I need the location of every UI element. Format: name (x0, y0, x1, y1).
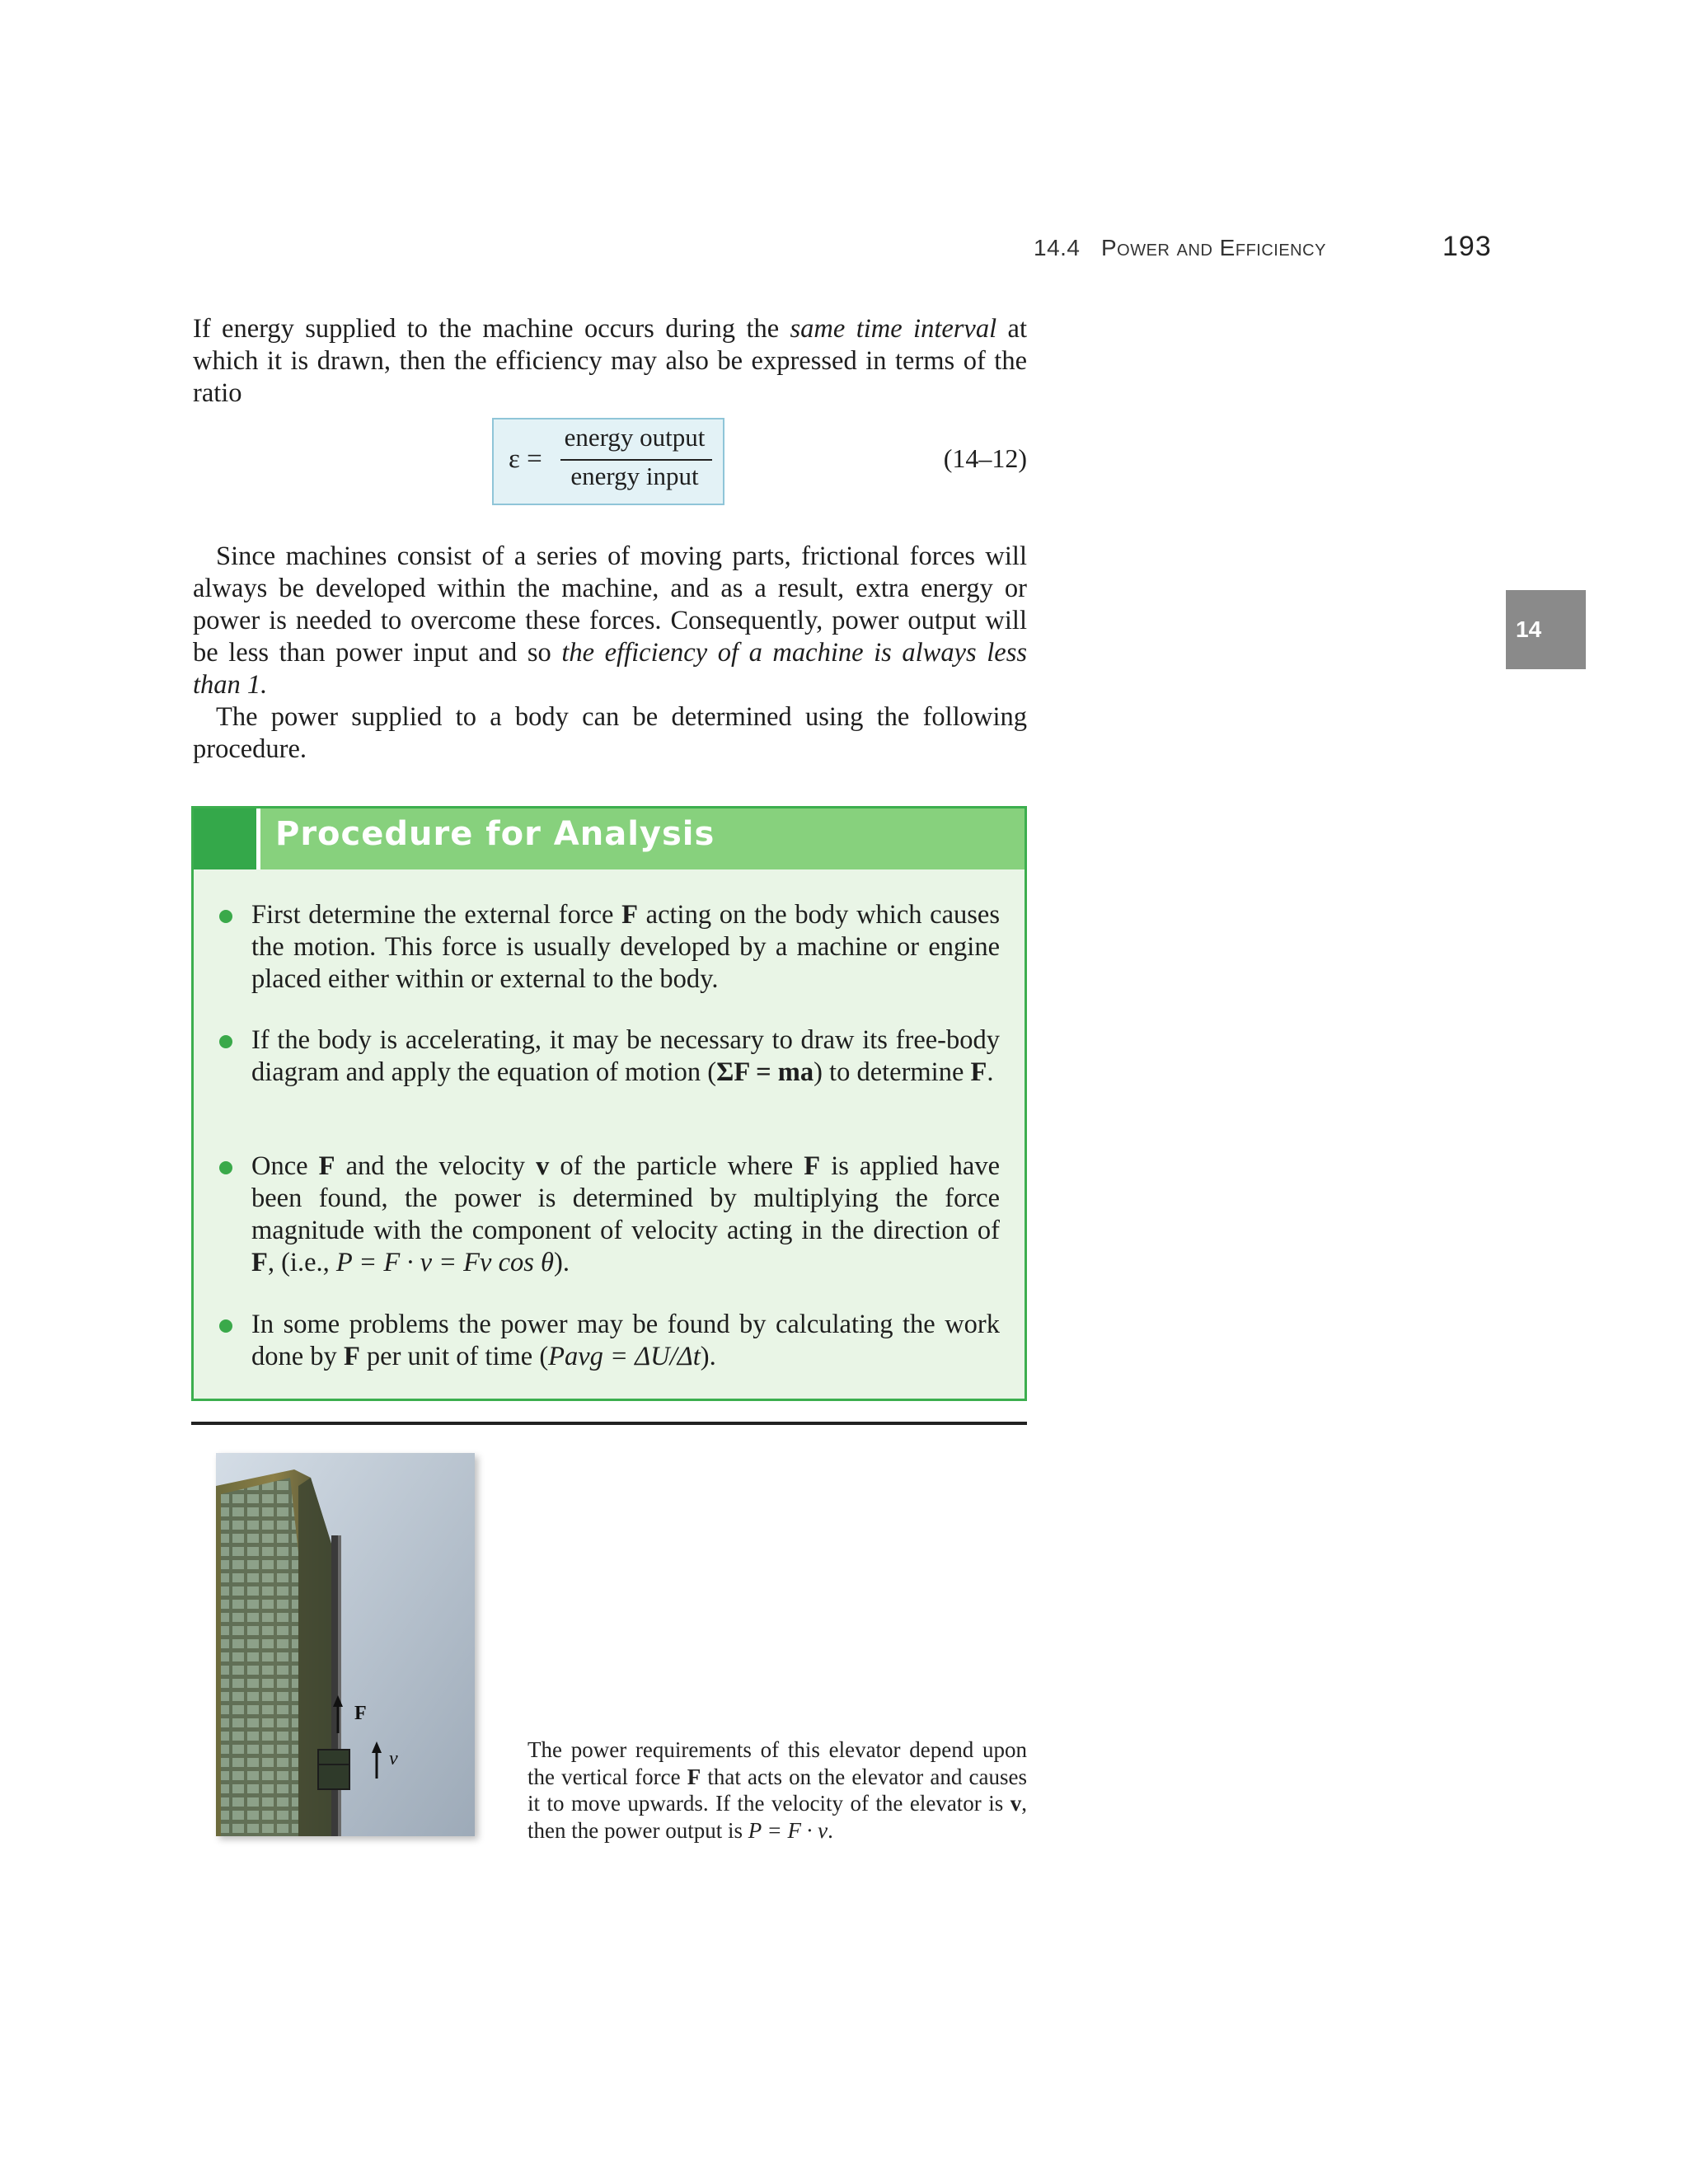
procedure-title: Procedure for Analysis (275, 815, 715, 853)
equation-lhs: ε = (509, 444, 542, 474)
chapter-tab: 14 (1506, 590, 1586, 669)
velocity-label: v (389, 1748, 398, 1769)
procedure-item-3: Once F and the velocity v of the particle where F is applied have been found, the power is determined by multiplying the force magnitude with the component of velocity acting in the direction of F, (i.e., P = F · v = Fv cos θ). (251, 1151, 1001, 1277)
bullet-icon (219, 910, 232, 923)
intro-paragraph: If energy supplied to the machine occurs during the same time interval at which it is drawn, then the efficiency may also be expressed in terms of the ratio (193, 314, 1027, 408)
procedure-header-divider (256, 808, 260, 869)
efficiency-paragraph: Since machines consist of a series of moving parts, frictional forces will always be developed within the machine, and as a result, extra energy or power is needed to overcome these forces. Consequently, power output will be less than power input and so the efficiency of a machine is always less than 1. (193, 541, 1027, 700)
equation-label: (14–12) (943, 443, 1027, 473)
procedure-item-1: First determine the external force F acting on the body which causes the motion. This force is usually developed by a machine or engine placed either within or external to the body. (251, 900, 1001, 994)
equation-denominator: energy input (570, 462, 699, 490)
elevator-photo (216, 1453, 475, 1836)
procedure-item-2: If the body is accelerating, it may be necessary to draw its free-body diagram and apply the equation of motion (ΣF = ma) to determine F. (251, 1025, 1000, 1087)
page-number: 193 (1442, 231, 1492, 262)
procedure-header-block (194, 808, 256, 869)
fraction-bar (560, 459, 712, 461)
procedure-intro-paragraph: The power supplied to a body can be determined using the following procedure. (193, 702, 1027, 764)
figure-caption: The power requirements of this elevator depend upon the vertical force F that acts on the elevator and causes it to move upwards. If the velocity of the elevator is v, then the power output is P = F · v. (528, 1737, 1027, 1843)
section-number: 14.4 (1034, 235, 1081, 260)
procedure-item-4: In some problems the power may be found by calculating the work done by F per unit of time (Pavg = ΔU/Δt). (251, 1310, 1000, 1371)
bullet-icon (219, 1035, 232, 1048)
force-label: F (354, 1703, 367, 1724)
running-title: Power and Efficiency (1101, 235, 1326, 260)
bullet-icon (219, 1161, 232, 1174)
bullet-icon (219, 1319, 232, 1333)
equation-numerator: energy output (564, 423, 706, 452)
section-divider (191, 1422, 1027, 1425)
